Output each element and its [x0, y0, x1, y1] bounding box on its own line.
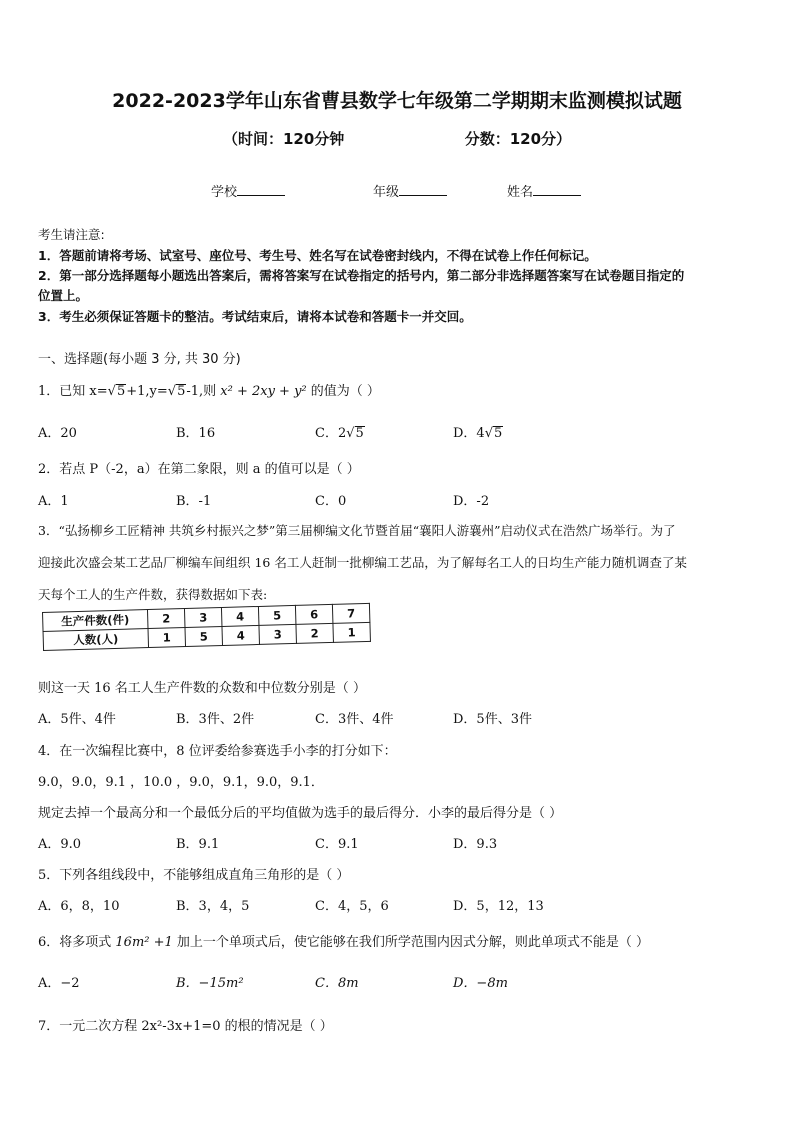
option-b[interactable]: B．16 — [176, 426, 216, 441]
table-header-cell: 人数(人) — [43, 629, 148, 651]
question-7: 7．一元二次方程 2x²-3x+1=0 的根的情况是（ ） — [38, 1019, 333, 1034]
table-cell: 3 — [259, 624, 297, 644]
note-item: 位置上。 — [38, 288, 89, 303]
table-cell: 7 — [332, 603, 370, 623]
question-5: 5．下列各组线段中，不能够组成直角三角形的是（ ） — [38, 868, 350, 883]
section-heading: 一、选择题(每小题 3 分, 共 30 分) — [38, 352, 241, 367]
option-c[interactable]: C．0 — [315, 494, 347, 509]
option-d[interactable]: D．4√5 — [453, 426, 503, 441]
note-item: 3．考生必须保证答题卡的整洁。考试结束后，请将本试卷和答题卡一并交回。 — [38, 309, 472, 324]
name-field — [507, 181, 581, 200]
option-b[interactable]: B．9.1 — [176, 837, 220, 852]
table-cell: 5 — [185, 626, 223, 646]
table-cell: 4 — [221, 606, 259, 626]
option-c[interactable]: C．8m — [315, 976, 359, 991]
note-item: 2．第一部分选择题每小题选出答案后，需将答案写在试卷指定的括号内，第二部分非选择题答案写在试卷题目指定的 — [38, 268, 685, 283]
name-label: 姓名 — [507, 185, 534, 200]
exam-time: （时间：120分钟 — [222, 130, 345, 148]
option-d[interactable]: D．-2 — [453, 494, 490, 509]
page-title: 2022-2023学年山东省曹县数学七年级第二学期期末监测模拟试题 — [112, 90, 682, 112]
question-6: 6．将多项式 16m² +1 加上一个单项式后，使它能够在我们所学范围内因式分解，则此单项式不能是（ ） — [38, 935, 650, 950]
table-header-cell: 生产件数(件) — [43, 610, 148, 632]
option-b[interactable]: B．-1 — [176, 494, 212, 509]
table-cell: 6 — [295, 604, 333, 624]
option-c[interactable]: C．2√5 — [315, 426, 364, 441]
table-cell: 1 — [333, 622, 371, 642]
question-4-rule: 规定去掉一个最高分和一个最低分后的平均值做为选手的最后得分．小李的最后得分是（ ） — [38, 806, 563, 821]
option-b[interactable]: B．−15m² — [176, 976, 244, 991]
grade-label: 年级 — [373, 185, 400, 200]
option-d[interactable]: D．−8m — [453, 976, 508, 991]
option-b[interactable]: B．3件、2件 — [176, 712, 255, 727]
table-cell: 2 — [296, 623, 334, 643]
option-c[interactable]: C．3件、4件 — [315, 712, 394, 727]
table-cell: 2 — [147, 609, 185, 629]
question-1: 1．已知 x=√5+1,y=√5-1,则 x² + 2xy + y² 的值为（ ） — [38, 384, 380, 399]
name-blank[interactable] — [533, 184, 581, 196]
option-c[interactable]: C．9.1 — [315, 837, 359, 852]
school-blank[interactable] — [237, 184, 285, 196]
question-3-line: 天每个工人的生产件数，获得数据如下表: — [38, 587, 268, 602]
option-a[interactable]: A．1 — [38, 494, 69, 509]
q1-expression: x² + 2xy + y² — [220, 384, 307, 399]
question-3-line: 迎接此次盛会某工艺品厂柳编车间组织 16 名工人赶制一批柳编工艺品，为了解每名工人的日均生产能力随机调查了某 — [38, 555, 687, 570]
question-4-scores: 9.0，9.0，9.1 ，10.0 ，9.0，9.1，9.0，9.1． — [38, 775, 324, 790]
option-b[interactable]: B．3，4，5 — [176, 899, 250, 914]
option-d[interactable]: D．5，12，13 — [453, 899, 544, 914]
notes-heading: 考生请注意: — [38, 227, 105, 242]
grade-field — [373, 181, 447, 200]
table-cell: 4 — [222, 625, 260, 645]
table-cell: 5 — [258, 605, 296, 625]
note-item: 1．答题前请将考场、试室号、座位号、考生号、姓名写在试卷密封线内，不得在试卷上作任何标记。 — [38, 248, 597, 263]
question-4: 4．在一次编程比赛中，8 位评委给参赛选手小李的打分如下： — [38, 744, 397, 759]
q6-expression: 16m² +1 — [115, 935, 173, 950]
option-a[interactable]: A．6，8，10 — [38, 899, 120, 914]
option-d[interactable]: D．5件、3件 — [453, 712, 532, 727]
option-a[interactable]: A．−2 — [38, 976, 80, 991]
option-c[interactable]: C．4，5，6 — [315, 899, 389, 914]
school-field — [211, 181, 285, 200]
option-a[interactable]: A．20 — [38, 426, 77, 441]
exam-meta — [0, 128, 794, 149]
exam-score: 分数：120分） — [464, 130, 572, 148]
grade-blank[interactable] — [399, 184, 447, 196]
option-a[interactable]: A．5件、4件 — [38, 712, 116, 727]
table-cell: 1 — [148, 628, 186, 648]
production-table — [42, 603, 371, 651]
option-a[interactable]: A．9.0 — [38, 837, 82, 852]
question-3-line: 3．“弘扬柳乡工匠精神 共筑乡村振兴之梦”第三届柳编文化节暨首届“襄阳人游襄州”启动仪式在浩然广场举行。为了 — [38, 523, 676, 538]
question-2: 2．若点 P（-2，a）在第二象限，则 a 的值可以是（ ） — [38, 462, 360, 477]
table-cell: 3 — [184, 607, 222, 627]
option-d[interactable]: D．9.3 — [453, 837, 498, 852]
school-label: 学校 — [211, 185, 238, 200]
question-3-prompt: 则这一天 16 名工人生产件数的众数和中位数分别是（ ） — [38, 681, 366, 696]
